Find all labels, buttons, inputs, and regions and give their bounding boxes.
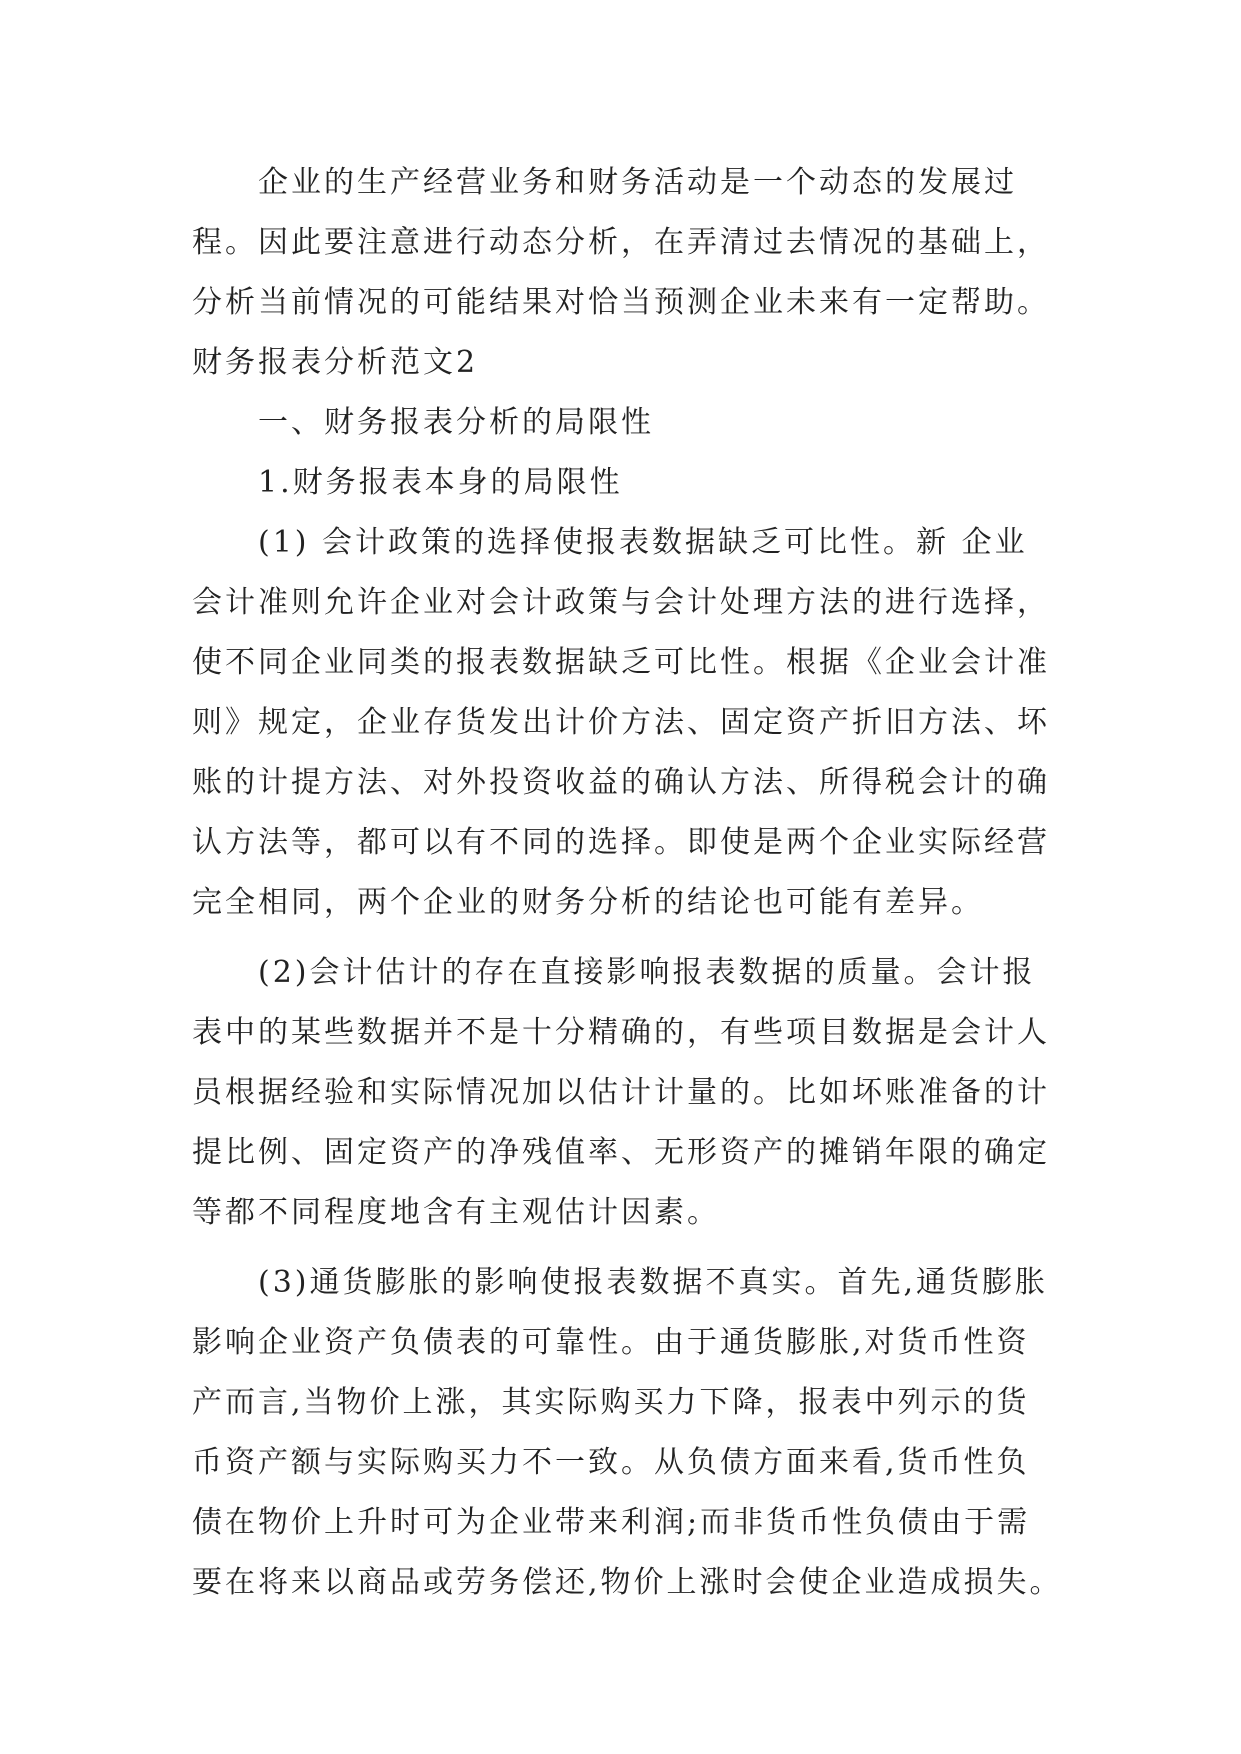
text-line: (3)通货膨胀的影响使报表数据不真实。首先,通货膨胀 bbox=[258, 1265, 1049, 1300]
text-line: 要在将来以商品或劳务偿还,物价上涨时会使企业造成损失。 bbox=[192, 1565, 1063, 1600]
text-line: 会计准则允许企业对会计政策与会计处理方法的进行选择， bbox=[192, 585, 1050, 620]
text-line: 认方法等，都可以有不同的选择。即使是两个企业实际经营 bbox=[192, 825, 1050, 860]
text-line: 等都不同程度地含有主观估计因素。 bbox=[192, 1195, 720, 1230]
text-line: 使不同企业同类的报表数据缺乏可比性。根据《企业会计准 bbox=[192, 645, 1050, 680]
heading-limitations: 一、财务报表分析的局限性 bbox=[258, 405, 654, 440]
paragraph-dynamic-analysis bbox=[192, 153, 1072, 333]
text-line: 债在物价上升时可为企业带来利润;而非货币性负债由于需 bbox=[192, 1505, 1031, 1540]
text-line: 账的计提方法、对外投资收益的确认方法、所得税会计的确 bbox=[192, 765, 1050, 800]
text-line: 提比例、固定资产的净残值率、无形资产的摊销年限的确定 bbox=[192, 1135, 1050, 1170]
document-body bbox=[192, 153, 1072, 1613]
paragraph-inflation bbox=[192, 1253, 1072, 1613]
paragraph-accounting-policy bbox=[192, 513, 1072, 933]
text-line: 币资产额与实际购买力不一致。从负债方面来看,货币性负 bbox=[192, 1445, 1030, 1480]
text-line: 员根据经验和实际情况加以估计计量的。比如坏账准备的计 bbox=[192, 1075, 1050, 1110]
text-line: (2)会计估计的存在直接影响报表数据的质量。会计报 bbox=[258, 955, 1036, 990]
text-line: 则》规定，企业存货发出计价方法、固定资产折旧方法、坏 bbox=[192, 705, 1050, 740]
text-line: 分析当前情况的可能结果对恰当预测企业未来有一定帮助。 bbox=[192, 285, 1050, 320]
section-title: 财务报表分析范文2 bbox=[192, 345, 479, 380]
text-line: (1) 会计政策的选择使报表数据缺乏可比性。新 企业 bbox=[258, 525, 1028, 560]
text-line: 影响企业资产负债表的可靠性。由于通货膨胀,对货币性资 bbox=[192, 1325, 1030, 1360]
paragraph-gap bbox=[192, 933, 1072, 943]
paragraph-accounting-estimates bbox=[192, 943, 1072, 1243]
text-line: 表中的某些数据并不是十分精确的，有些项目数据是会计人 bbox=[192, 1015, 1050, 1050]
paragraph-gap bbox=[192, 1243, 1072, 1253]
text-line: 企业的生产经营业务和财务活动是一个动态的发展过 bbox=[258, 165, 1017, 200]
subheading-statement-limitations: 1.财务报表本身的局限性 bbox=[258, 465, 623, 500]
text-line: 完全相同，两个企业的财务分析的结论也可能有差异。 bbox=[192, 885, 984, 920]
text-line: 产而言,当物价上涨，其实际购买力下降，报表中列示的货 bbox=[192, 1385, 1030, 1420]
text-line: 程。因此要注意进行动态分析，在弄清过去情况的基础上， bbox=[192, 225, 1050, 260]
